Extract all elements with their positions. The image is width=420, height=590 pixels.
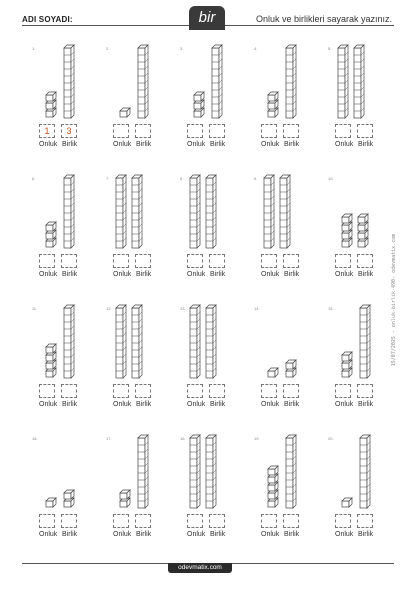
unit-cube (342, 238, 352, 247)
ones-answer-box[interactable] (209, 514, 225, 528)
tens-answer-box[interactable] (335, 124, 351, 138)
ones-label: Birlik (358, 141, 374, 148)
unit-cube (46, 92, 56, 101)
tens-rod (360, 305, 370, 378)
base-ten-blocks (170, 430, 242, 512)
unit-cube (268, 490, 278, 499)
tens-rod (116, 175, 126, 248)
tens-answer-box[interactable] (39, 384, 55, 398)
problem-number: 3. (180, 46, 184, 51)
tens-rod (264, 175, 274, 248)
footer-site: odevmatix.com (168, 563, 232, 573)
unit-cube (358, 222, 368, 231)
unit-cube (46, 230, 56, 239)
unit-cube (342, 222, 352, 231)
problem-item (318, 300, 390, 420)
ones-answer-box[interactable] (209, 254, 225, 268)
base-ten-blocks (170, 170, 242, 252)
base-ten-blocks (96, 40, 168, 122)
base-ten-blocks (244, 300, 316, 382)
ones-answer-box[interactable] (61, 384, 77, 398)
base-ten-blocks (22, 300, 94, 382)
ones-label: Birlik (210, 271, 226, 278)
tens-answer-box[interactable] (187, 514, 203, 528)
ones-label: Birlik (284, 271, 300, 278)
unit-cube (46, 368, 56, 377)
unit-cube (268, 466, 278, 475)
ones-label: Birlik (284, 401, 300, 408)
ones-answer-box[interactable] (283, 254, 299, 268)
unit-cube (120, 490, 130, 499)
tens-rod (354, 45, 364, 118)
base-ten-blocks (244, 430, 316, 512)
problem-number: 4. (254, 46, 258, 51)
problem-item (22, 40, 94, 160)
problem-number: 1. (32, 46, 36, 51)
base-ten-blocks (96, 170, 168, 252)
tens-label: Onluk (113, 531, 132, 538)
problem-item (244, 40, 316, 160)
problem-item (170, 300, 242, 420)
problem-item (96, 430, 168, 550)
problem-number: 20. (328, 436, 334, 441)
tens-rod (286, 435, 296, 508)
tens-answer-box[interactable] (113, 514, 129, 528)
base-ten-blocks (318, 430, 390, 512)
unit-cube (46, 498, 56, 507)
problem-number: 2. (106, 46, 110, 51)
ones-label: Birlik (62, 401, 78, 408)
side-stamp-text: 15/07/2025 - onluk-birlik-490- odevmatix.com (391, 233, 397, 367)
unit-cube (286, 360, 296, 369)
problem-item (22, 300, 94, 420)
ones-label: Birlik (284, 141, 300, 148)
ones-label: Birlik (210, 531, 226, 538)
unit-cube (46, 222, 56, 231)
problem-item (170, 170, 242, 290)
tens-answer-box[interactable] (335, 384, 351, 398)
problem-number: 12. (106, 306, 112, 311)
tens-answer-box[interactable] (187, 384, 203, 398)
ones-answer-box[interactable] (283, 124, 299, 138)
tens-answer-box[interactable] (187, 124, 203, 138)
tens-label: Onluk (187, 401, 206, 408)
unit-cube (46, 352, 56, 361)
tens-rod (206, 305, 216, 378)
tens-answer-box[interactable]: 1 (39, 124, 55, 138)
problem-item (96, 170, 168, 290)
problem-item (96, 40, 168, 160)
problem-item (96, 300, 168, 420)
tens-label: Onluk (39, 401, 58, 408)
tens-label: Onluk (113, 401, 132, 408)
tens-label: Onluk (261, 141, 280, 148)
unit-cube (268, 482, 278, 491)
unit-cube (342, 368, 352, 377)
ones-answer-box[interactable] (357, 514, 373, 528)
ones-answer-box[interactable] (283, 514, 299, 528)
unit-cube (46, 344, 56, 353)
tens-answer-box[interactable] (335, 254, 351, 268)
unit-cube (46, 238, 56, 247)
tens-label: Onluk (335, 401, 354, 408)
base-ten-blocks (244, 40, 316, 122)
problem-number: 13. (180, 306, 186, 311)
ones-label: Birlik (284, 531, 300, 538)
problem-number: 14. (254, 306, 260, 311)
tens-label: Onluk (187, 531, 206, 538)
unit-cube (268, 368, 278, 377)
ones-answer-box[interactable] (357, 254, 373, 268)
unit-cube (194, 92, 204, 101)
tens-label: Onluk (39, 141, 58, 148)
tens-answer-box[interactable] (261, 384, 277, 398)
tens-answer-box[interactable] (261, 514, 277, 528)
ones-label: Birlik (358, 401, 374, 408)
tens-label: Onluk (335, 271, 354, 278)
ones-answer-box[interactable] (135, 514, 151, 528)
tens-rod (64, 175, 74, 248)
base-ten-blocks (22, 170, 94, 252)
ones-label: Birlik (136, 271, 152, 278)
ones-answer-box[interactable]: 3 (61, 124, 77, 138)
problem-number: 15. (328, 306, 334, 311)
tens-rod (190, 305, 200, 378)
problem-number: 5. (328, 46, 332, 51)
base-ten-blocks (22, 40, 94, 122)
tens-rod (132, 305, 142, 378)
tens-rod (64, 45, 74, 118)
tens-answer-box[interactable] (187, 254, 203, 268)
unit-cube (268, 498, 278, 507)
ones-label: Birlik (210, 141, 226, 148)
tens-answer-box[interactable] (39, 254, 55, 268)
base-ten-blocks (22, 430, 94, 512)
tens-rod (190, 175, 200, 248)
problem-item (318, 430, 390, 550)
ones-answer-box[interactable] (283, 384, 299, 398)
tens-rod (360, 435, 370, 508)
problem-number: 11. (32, 306, 38, 311)
tens-label: Onluk (335, 141, 354, 148)
problem-number: 9. (254, 176, 258, 181)
ones-answer-box[interactable] (135, 384, 151, 398)
unit-cube (342, 352, 352, 361)
problem-number: 18. (180, 436, 186, 441)
problem-item (170, 430, 242, 550)
problem-item (244, 170, 316, 290)
tens-rod (206, 435, 216, 508)
ones-answer-box[interactable] (61, 514, 77, 528)
ones-label: Birlik (136, 141, 152, 148)
unit-cube (120, 498, 130, 507)
tens-label: Onluk (335, 531, 354, 538)
base-ten-blocks (318, 170, 390, 252)
unit-cube (358, 230, 368, 239)
problem-number: 17. (106, 436, 112, 441)
base-ten-blocks (244, 170, 316, 252)
tens-label: Onluk (261, 401, 280, 408)
ones-label: Birlik (62, 531, 78, 538)
tens-rod (116, 305, 126, 378)
problem-item (318, 40, 390, 160)
ones-answer-box[interactable] (61, 254, 77, 268)
tens-rod (138, 45, 148, 118)
base-ten-blocks (318, 300, 390, 382)
unit-cube (64, 490, 74, 499)
problem-item (22, 170, 94, 290)
tens-rod (212, 45, 222, 118)
tens-answer-box[interactable] (335, 514, 351, 528)
tens-rod (280, 175, 290, 248)
problem-number: 10. (328, 176, 334, 181)
ones-answer-box[interactable] (135, 124, 151, 138)
problem-number: 16. (32, 436, 38, 441)
unit-cube (46, 360, 56, 369)
tens-label: Onluk (187, 141, 206, 148)
ones-answer-box[interactable] (209, 124, 225, 138)
ones-label: Birlik (358, 271, 374, 278)
name-label: ADI SOYADI: (22, 15, 73, 24)
tens-answer-box[interactable] (39, 514, 55, 528)
problem-number: 8. (180, 176, 184, 181)
ones-answer-box[interactable] (357, 384, 373, 398)
base-ten-blocks (170, 40, 242, 122)
instruction-text: Onluk ve birlikleri sayarak yazınız. (255, 14, 392, 24)
problem-item (318, 170, 390, 290)
tens-rod (338, 45, 348, 118)
tens-label: Onluk (113, 271, 132, 278)
ones-answer-box[interactable] (135, 254, 151, 268)
unit-cube (358, 238, 368, 247)
tens-label: Onluk (113, 141, 132, 148)
problem-item (22, 430, 94, 550)
problem-number: 7. (106, 176, 110, 181)
tens-label: Onluk (39, 271, 58, 278)
brand-logo-text: bir (198, 9, 216, 26)
problem-number: 19. (254, 436, 260, 441)
problem-item (170, 40, 242, 160)
base-ten-blocks (170, 300, 242, 382)
unit-cube (342, 214, 352, 223)
ones-label: Birlik (358, 531, 374, 538)
base-ten-blocks (318, 40, 390, 122)
ones-label: Birlik (62, 141, 78, 148)
unit-cube (342, 230, 352, 239)
tens-rod (206, 175, 216, 248)
tens-rod (138, 435, 148, 508)
tens-rod (132, 175, 142, 248)
base-ten-blocks (96, 300, 168, 382)
base-ten-blocks (96, 430, 168, 512)
unit-cube (286, 368, 296, 377)
unit-cube (120, 108, 130, 117)
tens-answer-box[interactable] (113, 254, 129, 268)
unit-cube (268, 92, 278, 101)
unit-cube (268, 474, 278, 483)
unit-cube (358, 214, 368, 223)
brand-logo (189, 6, 225, 30)
tens-answer-box[interactable] (261, 124, 277, 138)
tens-answer-box[interactable] (113, 384, 129, 398)
tens-rod (286, 45, 296, 118)
tens-label: Onluk (39, 531, 58, 538)
problem-number: 6. (32, 176, 36, 181)
ones-label: Birlik (62, 271, 78, 278)
tens-answer-box[interactable] (113, 124, 129, 138)
ones-label: Birlik (136, 531, 152, 538)
unit-cube (64, 498, 74, 507)
tens-label: Onluk (261, 271, 280, 278)
tens-rod (64, 305, 74, 378)
tens-answer-box[interactable] (261, 254, 277, 268)
tens-label: Onluk (261, 531, 280, 538)
unit-cube (342, 360, 352, 369)
ones-label: Birlik (210, 401, 226, 408)
tens-rod (190, 435, 200, 508)
tens-label: Onluk (187, 271, 206, 278)
ones-answer-box[interactable] (357, 124, 373, 138)
unit-cube (342, 498, 352, 507)
problem-item (244, 300, 316, 420)
problem-item (244, 430, 316, 550)
ones-label: Birlik (136, 401, 152, 408)
ones-answer-box[interactable] (209, 384, 225, 398)
